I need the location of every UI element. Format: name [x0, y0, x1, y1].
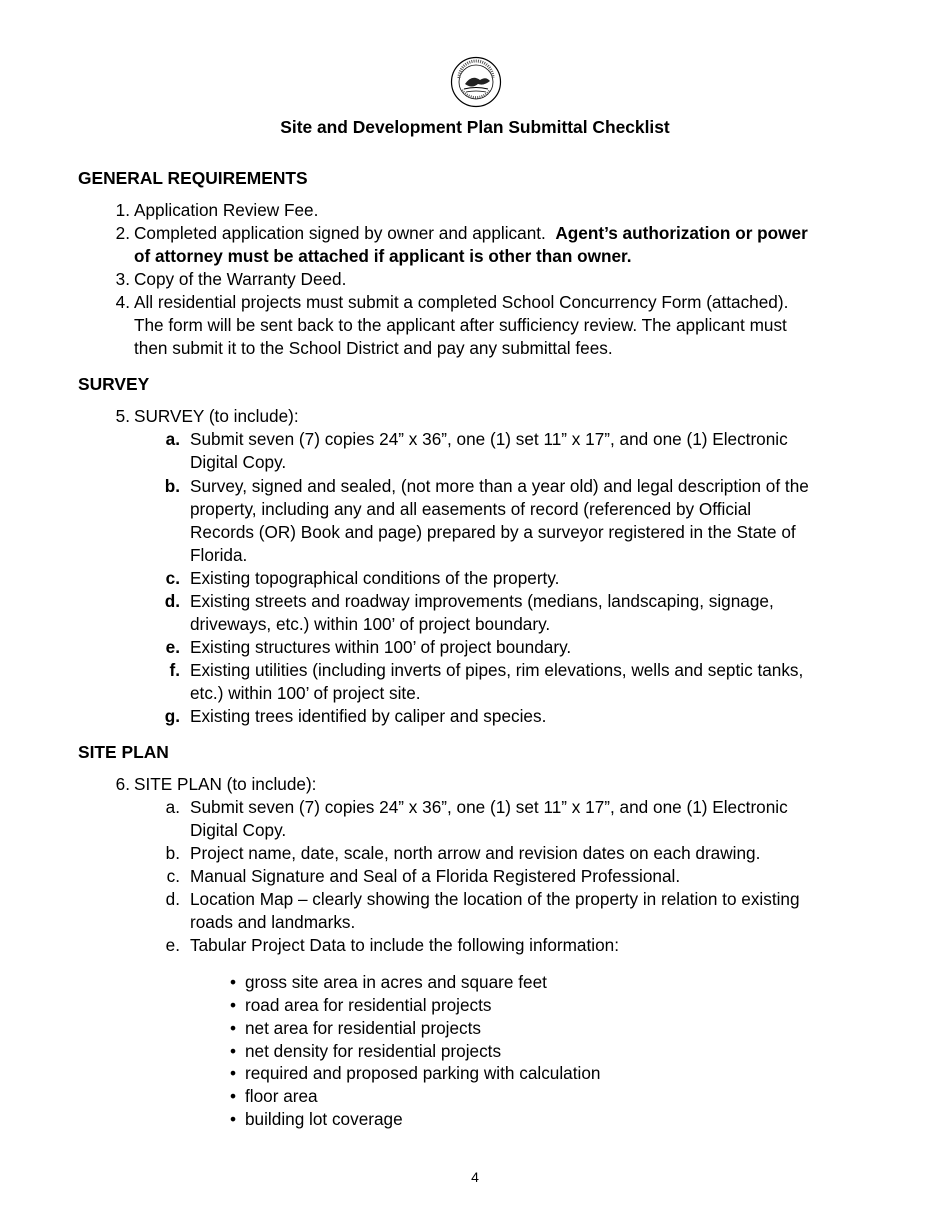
page-title: Site and Development Plan Submittal Checklist	[280, 117, 670, 137]
general-requirements-heading: GENERAL REQUIREMENTS	[78, 168, 308, 188]
city-seal-icon	[450, 56, 502, 108]
site-plan-heading: SITE PLAN	[78, 742, 169, 762]
survey-heading: SURVEY	[78, 374, 150, 394]
page-number: 4	[471, 1169, 479, 1185]
